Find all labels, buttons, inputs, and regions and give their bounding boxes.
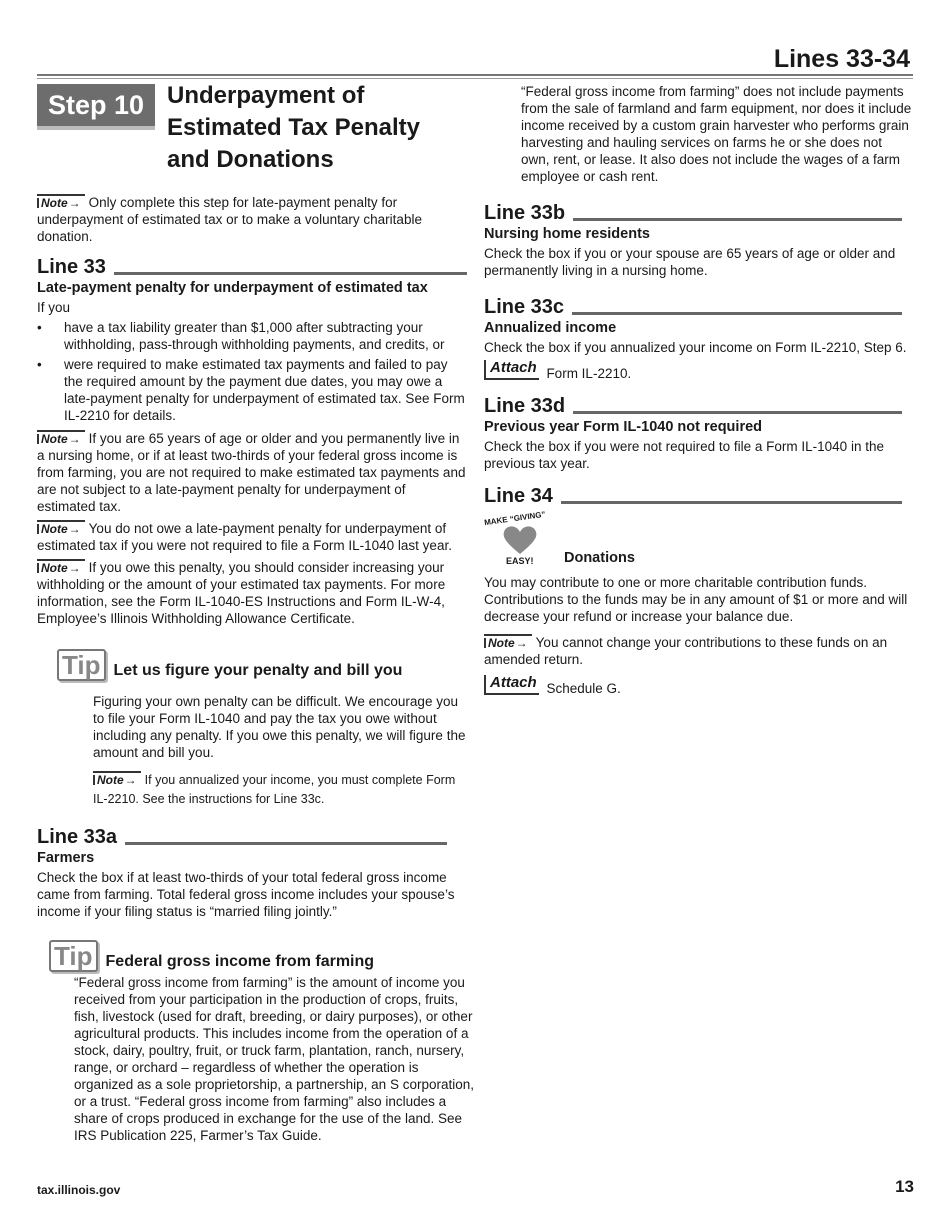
note-icon: Note→ <box>93 771 141 787</box>
tip-icon: Tip <box>57 649 106 681</box>
line-33c-attach: Attach Form IL-2210. <box>484 359 914 380</box>
line-33-note: Note→ If you owe this penalty, you should consider increasing your withholding or the amount of your estimated tax payments. For more information, see the Form IL-1040-ES Instructions and Form IL-W-4, Employee’s Illinois Withholding Allowance Certificate. <box>37 560 446 626</box>
attach-icon: Attach <box>484 675 539 695</box>
page-number: 13 <box>895 1177 914 1196</box>
step-title-line: Estimated Tax Penalty <box>167 114 420 141</box>
step-label: Step 10 <box>37 84 155 130</box>
line-34-body: You may contribute to one or more charitable contribution funds. Contributions to the funds may be in any amount of $1 or more and will decrease your refund or increase your balance due. <box>484 575 908 624</box>
line-33a-heading: Line 33a <box>37 825 447 849</box>
tip-farming-continued: “Federal gross income from farming” does not include payments from the sale of farmland and farm equipment, nor does it include income received by a custom grain harvester who performs grain harvesting and hauling services on farms he or she does not own, rent, or lease. It also does not include the wages of a farm employee or cash rent. <box>521 84 912 184</box>
tip-icon: Tip <box>49 940 98 972</box>
note-icon: Note→ <box>37 520 85 536</box>
note-icon: Note→ <box>484 634 532 650</box>
line-34-note: Note→ You cannot change your contributions to these funds on an amended return. <box>484 635 888 667</box>
line-33b-subheading: Nursing home residents <box>484 226 650 242</box>
line-33-note: Note→ You do not owe a late-payment penalty for underpayment of estimated tax if you were not required to file a Form IL-1040 last year. <box>37 521 452 553</box>
line-33-intro: If you <box>37 300 71 315</box>
tip-body: Figuring your own penalty can be difficult. We encourage you to file your Form IL-1040 and pay the tax you owe without including any penalty. If you owe this penalty, we will figure the amount and bill you. <box>93 694 466 760</box>
line-34-heading: Line 34 <box>484 484 902 508</box>
line-33b-body: Check the box if you or your spouse are 65 years of age or older and permanently living in a nursing home. <box>484 246 896 278</box>
tip-farming <box>49 940 474 1144</box>
line-33-subheading: Late-payment penalty for underpayment of estimated tax <box>37 280 428 296</box>
line-33a-subheading: Farmers <box>37 850 95 866</box>
attach-icon: Attach <box>484 360 539 380</box>
tip-body: “Federal gross income from farming” is the amount of income you received from your participation in the production of crops, fruits, fish, livestock (used for draft, breeding, or dairy purposes), or other agricultural products. This includes income from the operation of a stock, dairy, poultry, fruit, or truck farm, plantation, ranch, nursery, range, or orchard – regardless of whether the operation is organized as a sole proprietorship, a partnership, an S corporation, or a trust. “Federal gross income from farming” also includes a share of crops produced in exchange for the use of the land. See IRS Publication 225, Farmer’s Tax Guide. <box>74 975 474 1143</box>
line-33b-heading: Line 33b <box>484 201 902 225</box>
step-title-line: and Donations <box>167 146 334 173</box>
header-rule <box>37 74 913 76</box>
note-icon: Note→ <box>37 559 85 575</box>
note-icon: Note→ <box>37 430 85 446</box>
line-33c-body: Check the box if you annualized your income on Form IL-2210, Step 6. <box>484 340 907 355</box>
line-34-subheading: Donations <box>564 550 635 566</box>
tip-penalty <box>57 649 467 809</box>
line-33a-body: Check the box if at least two-thirds of your total federal gross income came from farming. Total federal gross income includes your spouse’s income if your filing status is “married filing jointly.” <box>37 870 455 919</box>
heart-icon <box>502 524 538 556</box>
line-33d-heading: Line 33d <box>484 394 902 418</box>
intro-note: Note→ Only complete this step for late-payment penalty for underpayment of estimated tax or to make a voluntary charitable donation. <box>37 195 422 244</box>
line-33c-subheading: Annualized income <box>484 320 617 336</box>
tip-title: Federal gross income from farming <box>105 953 375 970</box>
right-column <box>484 83 914 695</box>
line-33-bullet: • have a tax liability greater than $1,000 after subtracting your withholding, pass-through withholding payments, and credits, or <box>37 319 467 353</box>
header-rule-thin <box>37 78 913 79</box>
tip-title: Let us figure your penalty and bill you <box>113 662 403 679</box>
step-title <box>167 80 467 176</box>
note-icon: Note→ <box>37 194 85 210</box>
footer-url: tax.illinois.gov <box>37 1183 121 1197</box>
line-33-note: Note→ If you are 65 years of age or older and you permanently live in a nursing home, or if at least two-thirds of your federal gross income is from farming, you are not required to make estimated tax payments and are not subject to a late-payment penalty for underpayment of estimated tax. <box>37 431 466 514</box>
left-column <box>37 194 474 1144</box>
step-title-line: Underpayment of <box>167 82 365 109</box>
line-33d-body: Check the box if you were not required to file a Form IL-1040 in the previous tax year. <box>484 439 884 471</box>
page-header-title: Lines 33-34 <box>773 45 910 73</box>
line-33-heading: Line 33 <box>37 255 467 279</box>
line-33-bullet: • were required to make estimated tax payments and failed to pay the required amount by the payment due dates, you may owe a late-payment penalty for underpayment of estimated tax. See Form IL-2210 for details. <box>37 356 467 424</box>
line-33d-subheading: Previous year Form IL-1040 not required <box>484 419 763 435</box>
tip-note: Note→ If you annualized your income, you must complete Form IL-2210. See the instructions for Line 33c. <box>93 773 456 806</box>
line-34-attach: Attach Schedule G. <box>484 674 914 695</box>
line-33c-heading: Line 33c <box>484 295 902 319</box>
make-giving-easy-logo: MAKE “GIVING” EASY! Donations <box>483 509 635 566</box>
